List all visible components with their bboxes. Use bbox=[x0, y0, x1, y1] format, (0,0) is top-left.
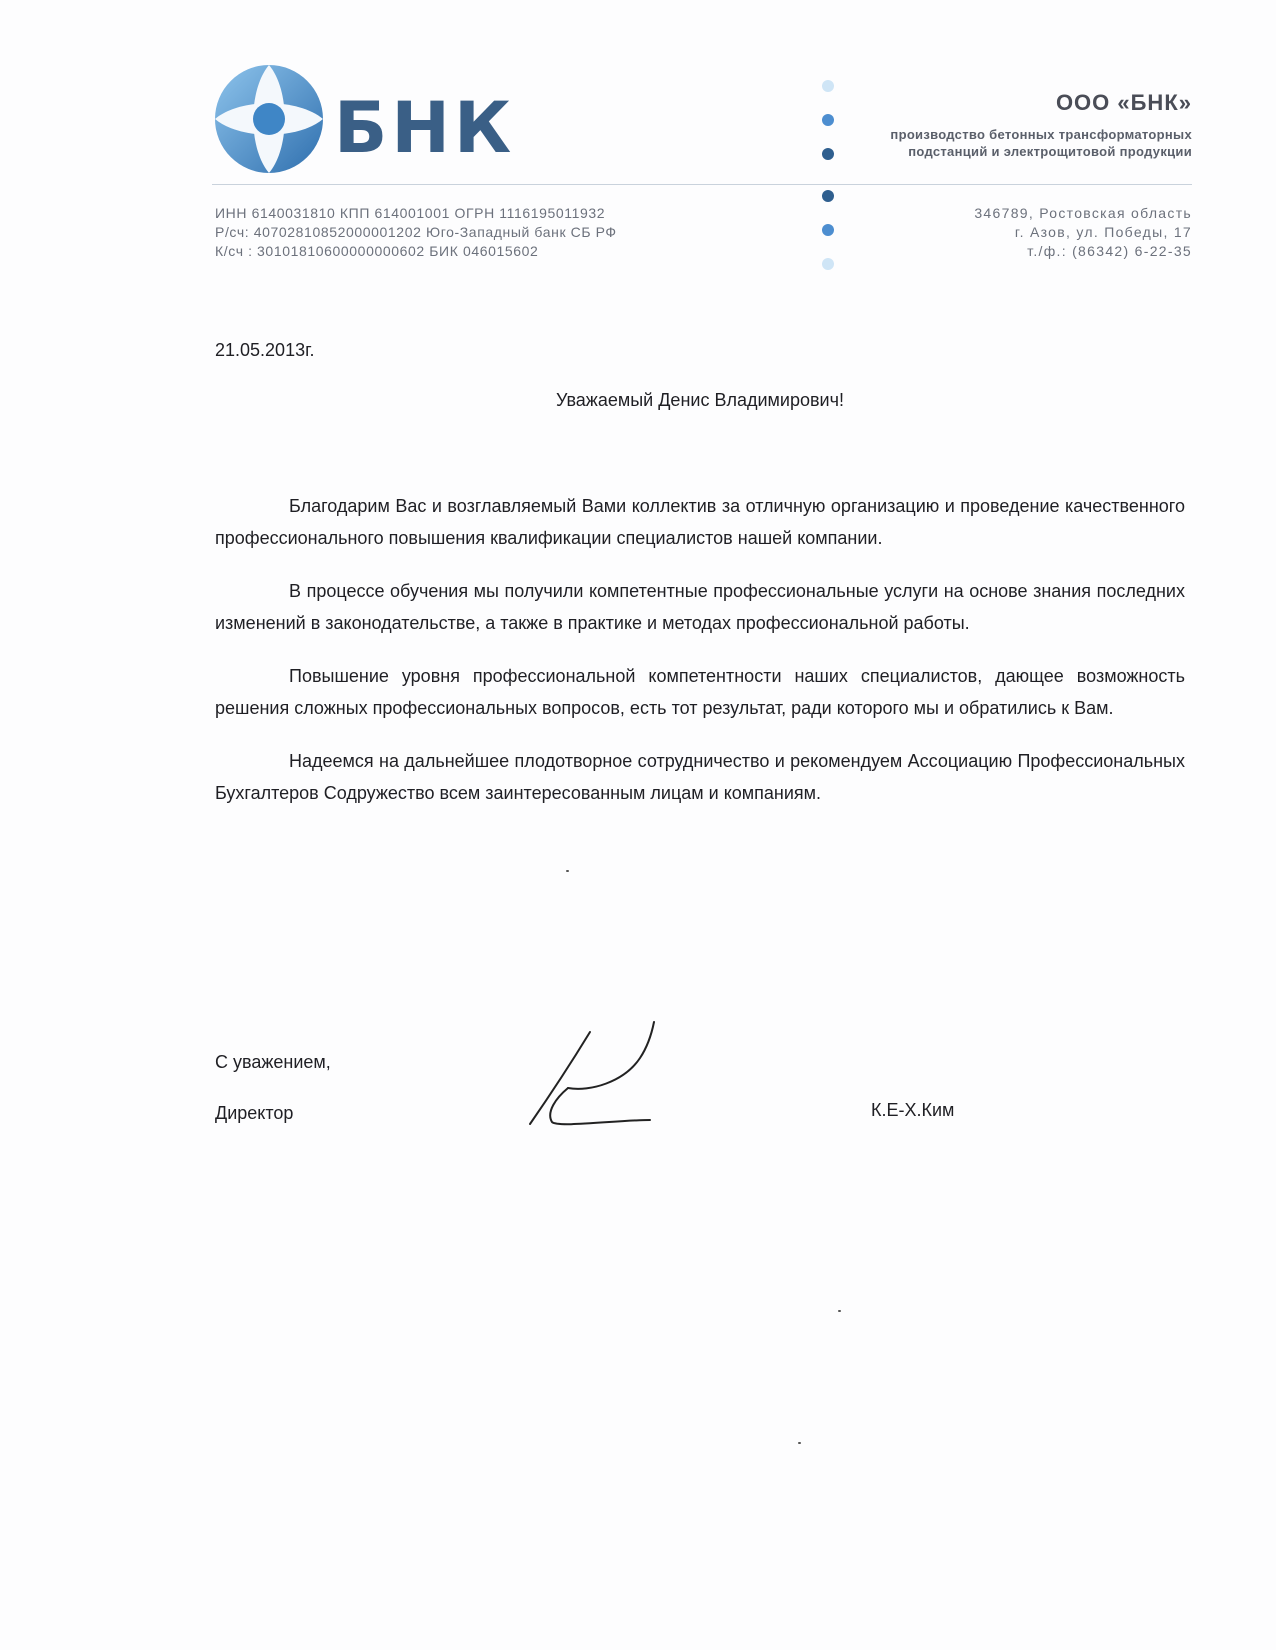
bank-details bbox=[215, 204, 617, 261]
decorative-dots bbox=[822, 80, 842, 290]
company-description bbox=[832, 126, 1192, 160]
dot-icon bbox=[822, 224, 834, 236]
dot-icon bbox=[822, 148, 834, 160]
dot-icon bbox=[822, 80, 834, 92]
bank-details-line: Р/сч: 40702810852000001202 Юго-Западный банк СБ РФ bbox=[215, 224, 617, 240]
letterhead-divider bbox=[212, 184, 1192, 185]
salutation: Уважаемый Денис Владимирович! bbox=[556, 390, 844, 410]
company-address bbox=[974, 204, 1192, 261]
dot-icon bbox=[822, 114, 834, 126]
company-description-line: производство бетонных трансформаторных bbox=[890, 127, 1192, 142]
signer-name: К.Е-Х.Ким bbox=[871, 1100, 955, 1120]
company-logo bbox=[212, 62, 532, 180]
address-line: г. Азов, ул. Победы, 17 bbox=[1014, 224, 1192, 240]
company-description-line: подстанций и электрощитовой продукции bbox=[908, 144, 1192, 159]
bank-details-line: К/сч : 30101810600000000602 БИК 046015602 bbox=[215, 243, 539, 259]
body-paragraph: В процессе обучения мы получили компетентные профессиональные услуги на основе знания последних изменений в законодательстве, а также в практике и методах профессиональной работы. bbox=[215, 581, 1185, 633]
body-paragraph: Благодарим Вас и возглавляемый Вами коллектив за отличную организацию и проведение качественного профессионального повышения квалификации специалистов нашей компании. bbox=[215, 496, 1185, 548]
signer-position: Директор bbox=[215, 1103, 294, 1123]
logo-text: БНК bbox=[334, 87, 516, 169]
closing-phrase: С уважением, bbox=[215, 1052, 331, 1072]
dot-icon bbox=[822, 190, 834, 202]
dot-icon bbox=[822, 258, 834, 270]
letter-date: 21.05.2013г. bbox=[215, 340, 315, 360]
body-paragraph: Надеемся на дальнейшее плодотворное сотрудничество и рекомендуем Ассоциацию Профессиональных Бухгалтеров Содружество всем заинтересованным лицам и компаниям. bbox=[215, 751, 1185, 803]
address-line: т./ф.: (86342) 6-22-35 bbox=[1027, 243, 1192, 259]
company-name: ООО «БНК» bbox=[1055, 90, 1192, 115]
letter-body bbox=[215, 490, 1185, 830]
body-paragraph: Повышение уровня профессиональной компетентности наших специалистов, дающее возможность решения сложных профессиональных вопросов, есть тот результат, ради которого мы и обратились к Вам. bbox=[215, 666, 1185, 718]
bank-details-line: ИНН 6140031810 КПП 614001001 ОГРН 1116195011932 bbox=[215, 205, 606, 221]
address-line: 346789, Ростовская область bbox=[974, 205, 1192, 221]
scan-speck bbox=[566, 870, 569, 872]
handwritten-signature bbox=[528, 1018, 668, 1128]
scan-speck bbox=[798, 1442, 801, 1444]
scan-speck bbox=[838, 1310, 841, 1312]
